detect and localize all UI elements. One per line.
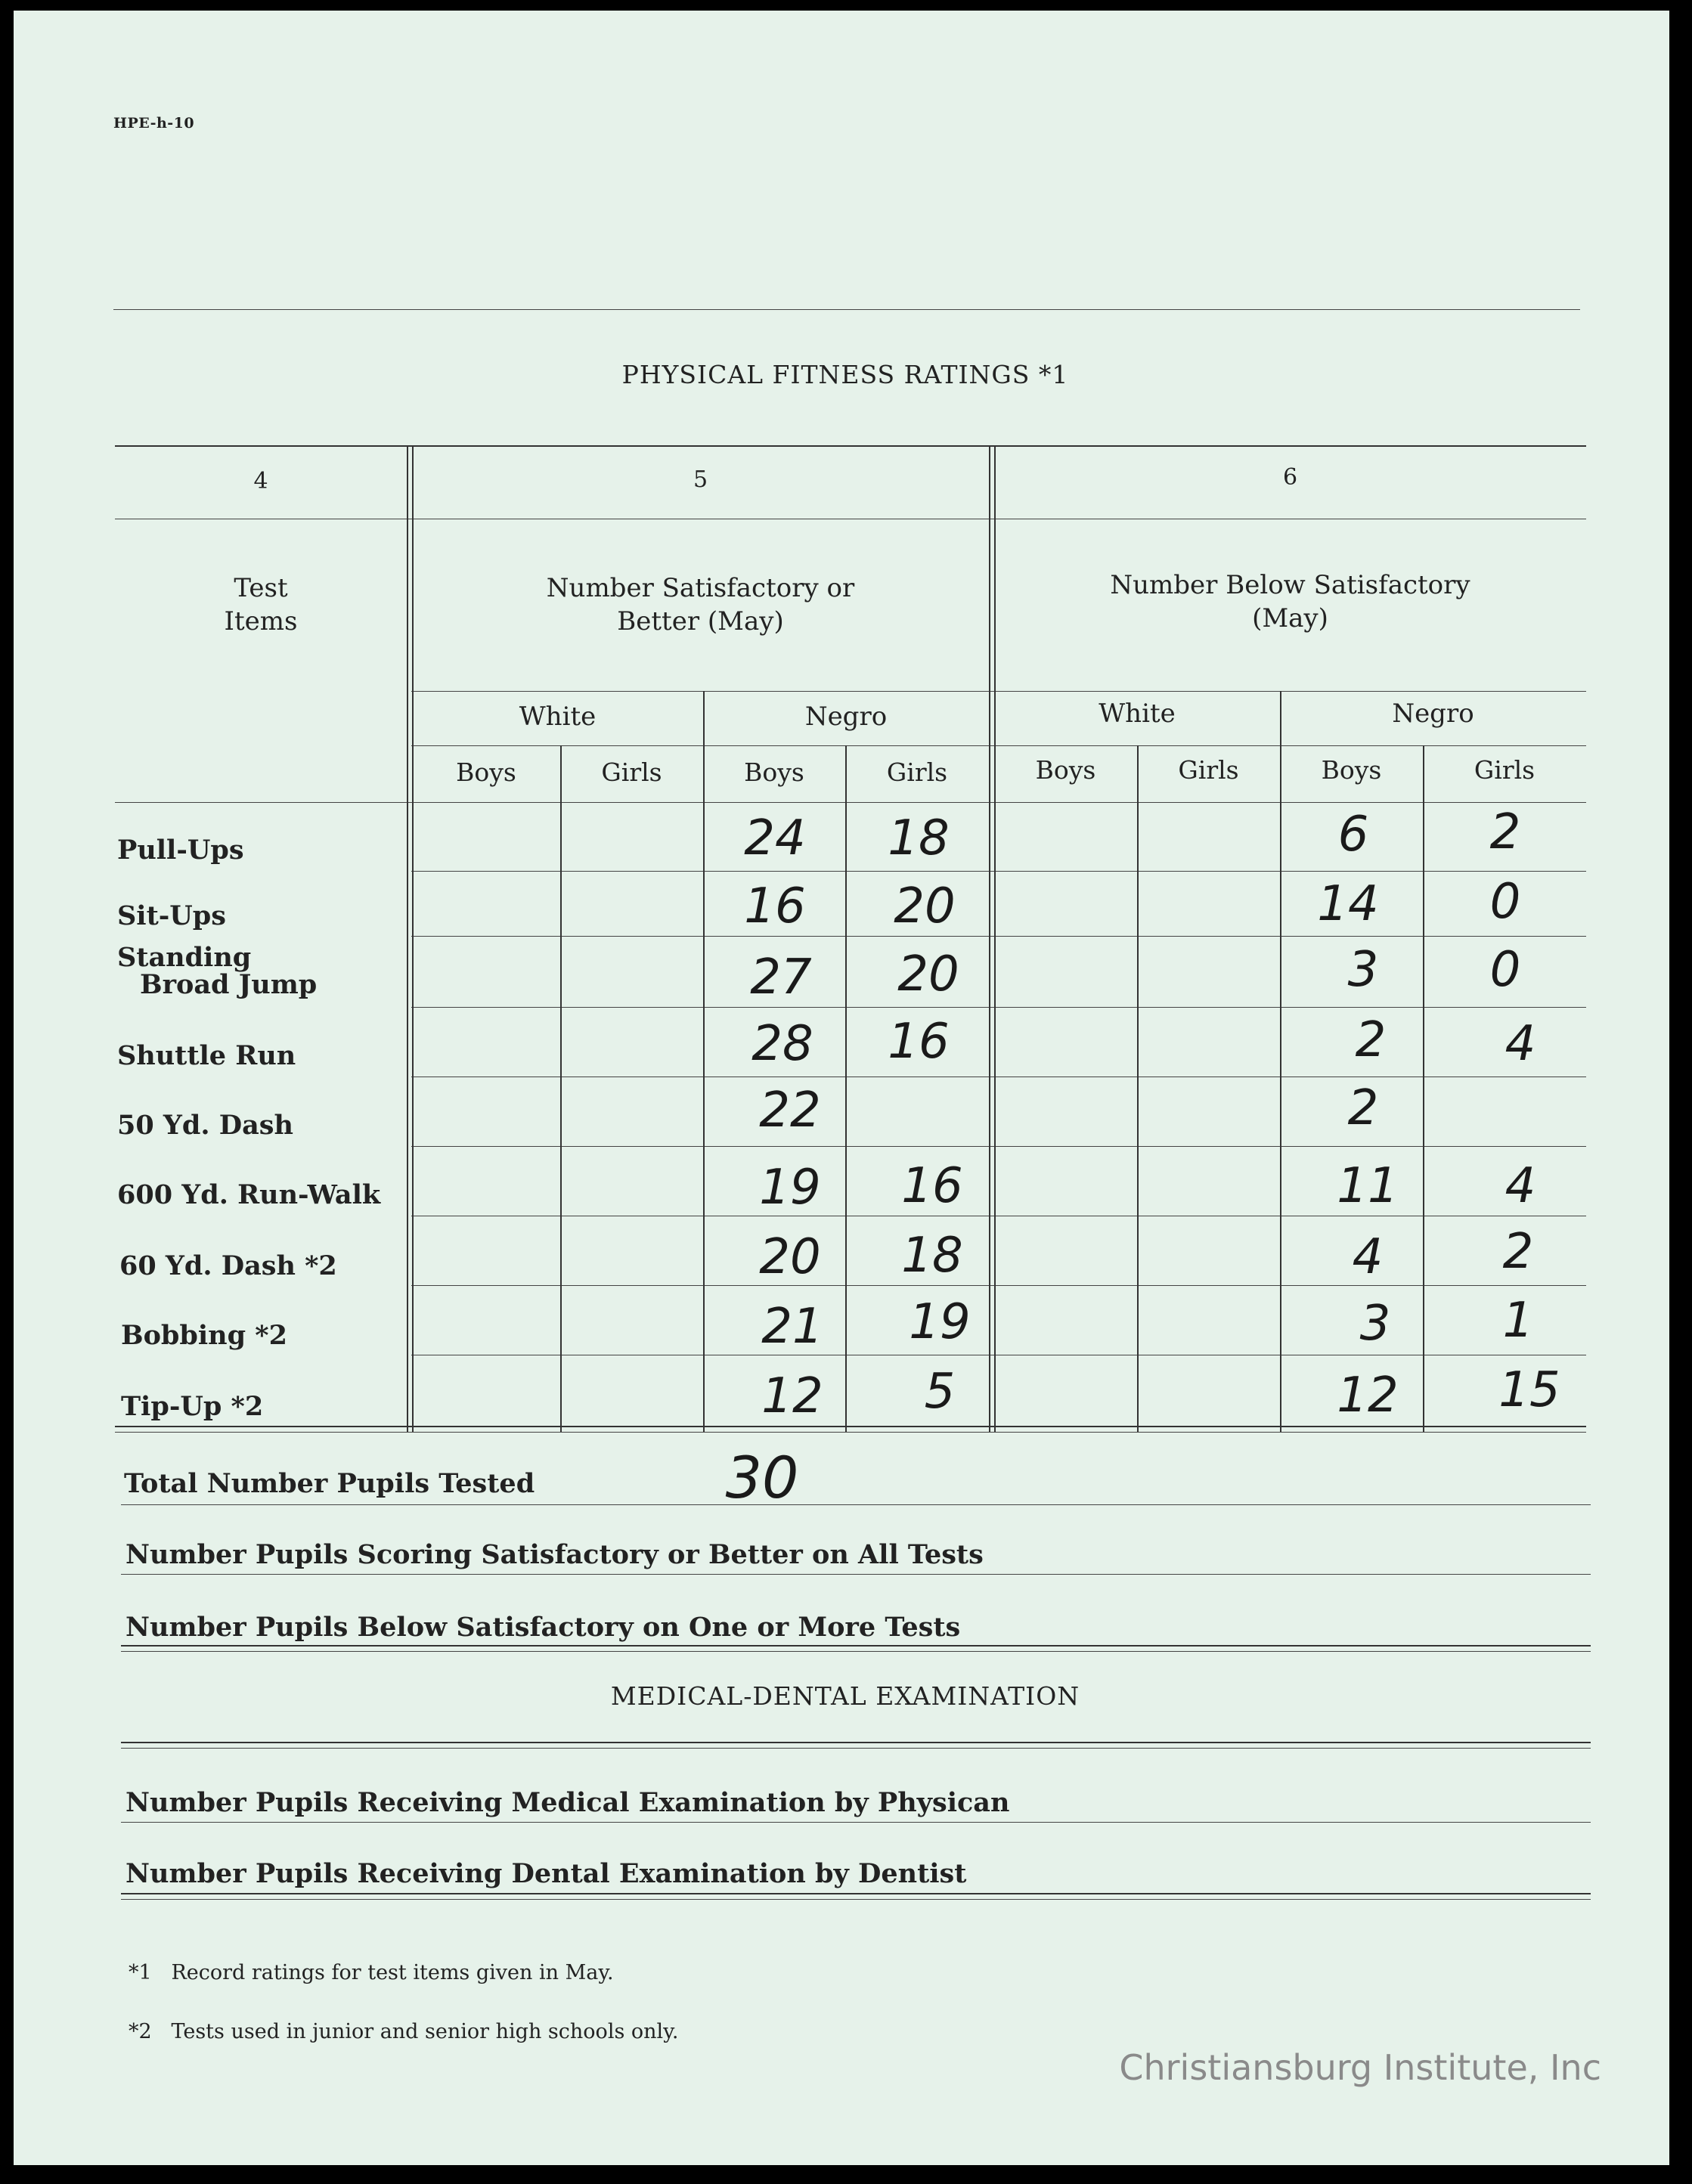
cell-sat-negro-girls: 20 [897, 946, 959, 1002]
cell-below-negro-boys: 3 [1347, 942, 1379, 998]
gender-boys: Boys [1035, 755, 1096, 785]
header-satisfactory: Number Satisfactory or Better (May) [546, 573, 855, 637]
cell-sat-negro-girls: 20 [894, 878, 956, 934]
gender-girls: Girls [886, 757, 948, 787]
cell-sat-negro-boys: 12 [761, 1368, 823, 1424]
footnote-2: *2 Tests used in junior and senior high schools only. [129, 2020, 679, 2043]
cell-sat-negro-boys: 27 [750, 949, 812, 1005]
cell-below-negro-girls: 0 [1489, 874, 1521, 930]
col-number-5: 5 [693, 466, 708, 493]
cell-below-negro-girls: 2 [1489, 804, 1521, 860]
gender-girls: Girls [1474, 755, 1536, 785]
group-negro-sat: Negro [804, 702, 888, 732]
dental-exam-label: Number Pupils Receiving Dental Examination by Dentist [126, 1858, 967, 1889]
medical-exam-label: Number Pupils Receiving Medical Examination by Physican [126, 1787, 1010, 1818]
cell-sat-negro-girls: 5 [924, 1364, 956, 1420]
row-label-pull-ups: Pull-Ups [117, 835, 244, 866]
cell-sat-negro-boys: 20 [759, 1229, 821, 1285]
sat-all-tests-label: Number Pupils Scoring Satisfactory or Better on All Tests [126, 1539, 984, 1570]
cell-below-negro-boys: 14 [1317, 876, 1379, 932]
cell-below-negro-boys: 2 [1355, 1012, 1387, 1068]
cell-sat-negro-girls: 16 [888, 1014, 950, 1070]
gender-girls: Girls [601, 757, 662, 787]
watermark: Christiansburg Institute, Inc [1119, 2047, 1601, 2088]
gender-boys: Boys [456, 757, 516, 787]
cell-sat-negro-girls: 18 [901, 1228, 963, 1284]
group-negro-below: Negro [1392, 699, 1474, 729]
cell-below-negro-boys: 4 [1352, 1229, 1384, 1285]
row-label-standing: Standing [117, 942, 252, 973]
cell-sat-negro-boys: 21 [761, 1299, 823, 1355]
cell-sat-negro-boys: 24 [744, 810, 806, 866]
cell-below-negro-girls: 4 [1505, 1158, 1536, 1214]
cell-below-negro-girls: 0 [1489, 942, 1521, 998]
form-page [14, 11, 1669, 2165]
cell-sat-negro-boys: 22 [759, 1083, 821, 1138]
header-below-satisfactory: Number Below Satisfactory (May) [1110, 570, 1470, 634]
row-label-broad-jump: Broad Jump [140, 969, 318, 1000]
gender-boys: Boys [744, 757, 804, 787]
cell-sat-negro-boys: 16 [744, 878, 806, 934]
row-label-50yd-dash: 50 Yd. Dash [117, 1110, 293, 1141]
row-label-sit-ups: Sit-Ups [117, 900, 226, 931]
group-white-sat: White [519, 702, 597, 732]
page-title: PHYSICAL FITNESS RATINGS *1 [621, 360, 1069, 389]
row-label-tip-up: Tip-Up *2 [121, 1391, 264, 1422]
form-code: HPE-h-10 [113, 115, 195, 132]
col-number-6: 6 [1282, 464, 1298, 491]
cell-sat-negro-girls: 16 [901, 1158, 963, 1214]
footnote-1: *1 Record ratings for test items given in May. [129, 1961, 614, 1984]
cell-below-negro-boys: 12 [1337, 1368, 1399, 1423]
total-tested-value: 30 [725, 1444, 799, 1511]
cell-below-negro-girls: 15 [1498, 1362, 1560, 1418]
cell-sat-negro-girls: 19 [909, 1294, 971, 1350]
cell-sat-negro-boys: 28 [751, 1016, 813, 1072]
cell-sat-negro-girls: 18 [888, 810, 950, 866]
below-one-or-more-label: Number Pupils Below Satisfactory on One or More Tests [126, 1612, 961, 1643]
cell-below-negro-boys: 11 [1337, 1158, 1399, 1214]
cell-below-negro-boys: 3 [1359, 1296, 1391, 1352]
total-tested-label: Total Number Pupils Tested [124, 1468, 535, 1499]
group-white-below: White [1099, 699, 1176, 729]
col-number-4: 4 [253, 468, 268, 494]
row-label-60yd-dash: 60 Yd. Dash *2 [119, 1250, 337, 1281]
cell-below-negro-girls: 4 [1505, 1016, 1536, 1072]
cell-below-negro-girls: 2 [1502, 1224, 1534, 1280]
gender-girls: Girls [1178, 755, 1239, 785]
row-label-600yd-run-walk: 600 Yd. Run-Walk [117, 1179, 381, 1210]
cell-below-negro-girls: 1 [1502, 1293, 1534, 1349]
row-label-shuttle-run: Shuttle Run [117, 1040, 296, 1071]
gender-boys: Boys [1321, 755, 1382, 785]
medical-dental-title: MEDICAL-DENTAL EXAMINATION [610, 1681, 1080, 1711]
cell-sat-negro-boys: 19 [759, 1160, 821, 1216]
cell-below-negro-boys: 6 [1337, 807, 1369, 863]
header-test-items: Test Items [224, 573, 298, 637]
cell-below-negro-boys: 2 [1347, 1080, 1379, 1136]
row-label-bobbing: Bobbing *2 [121, 1320, 287, 1351]
top-rule [113, 309, 1580, 310]
